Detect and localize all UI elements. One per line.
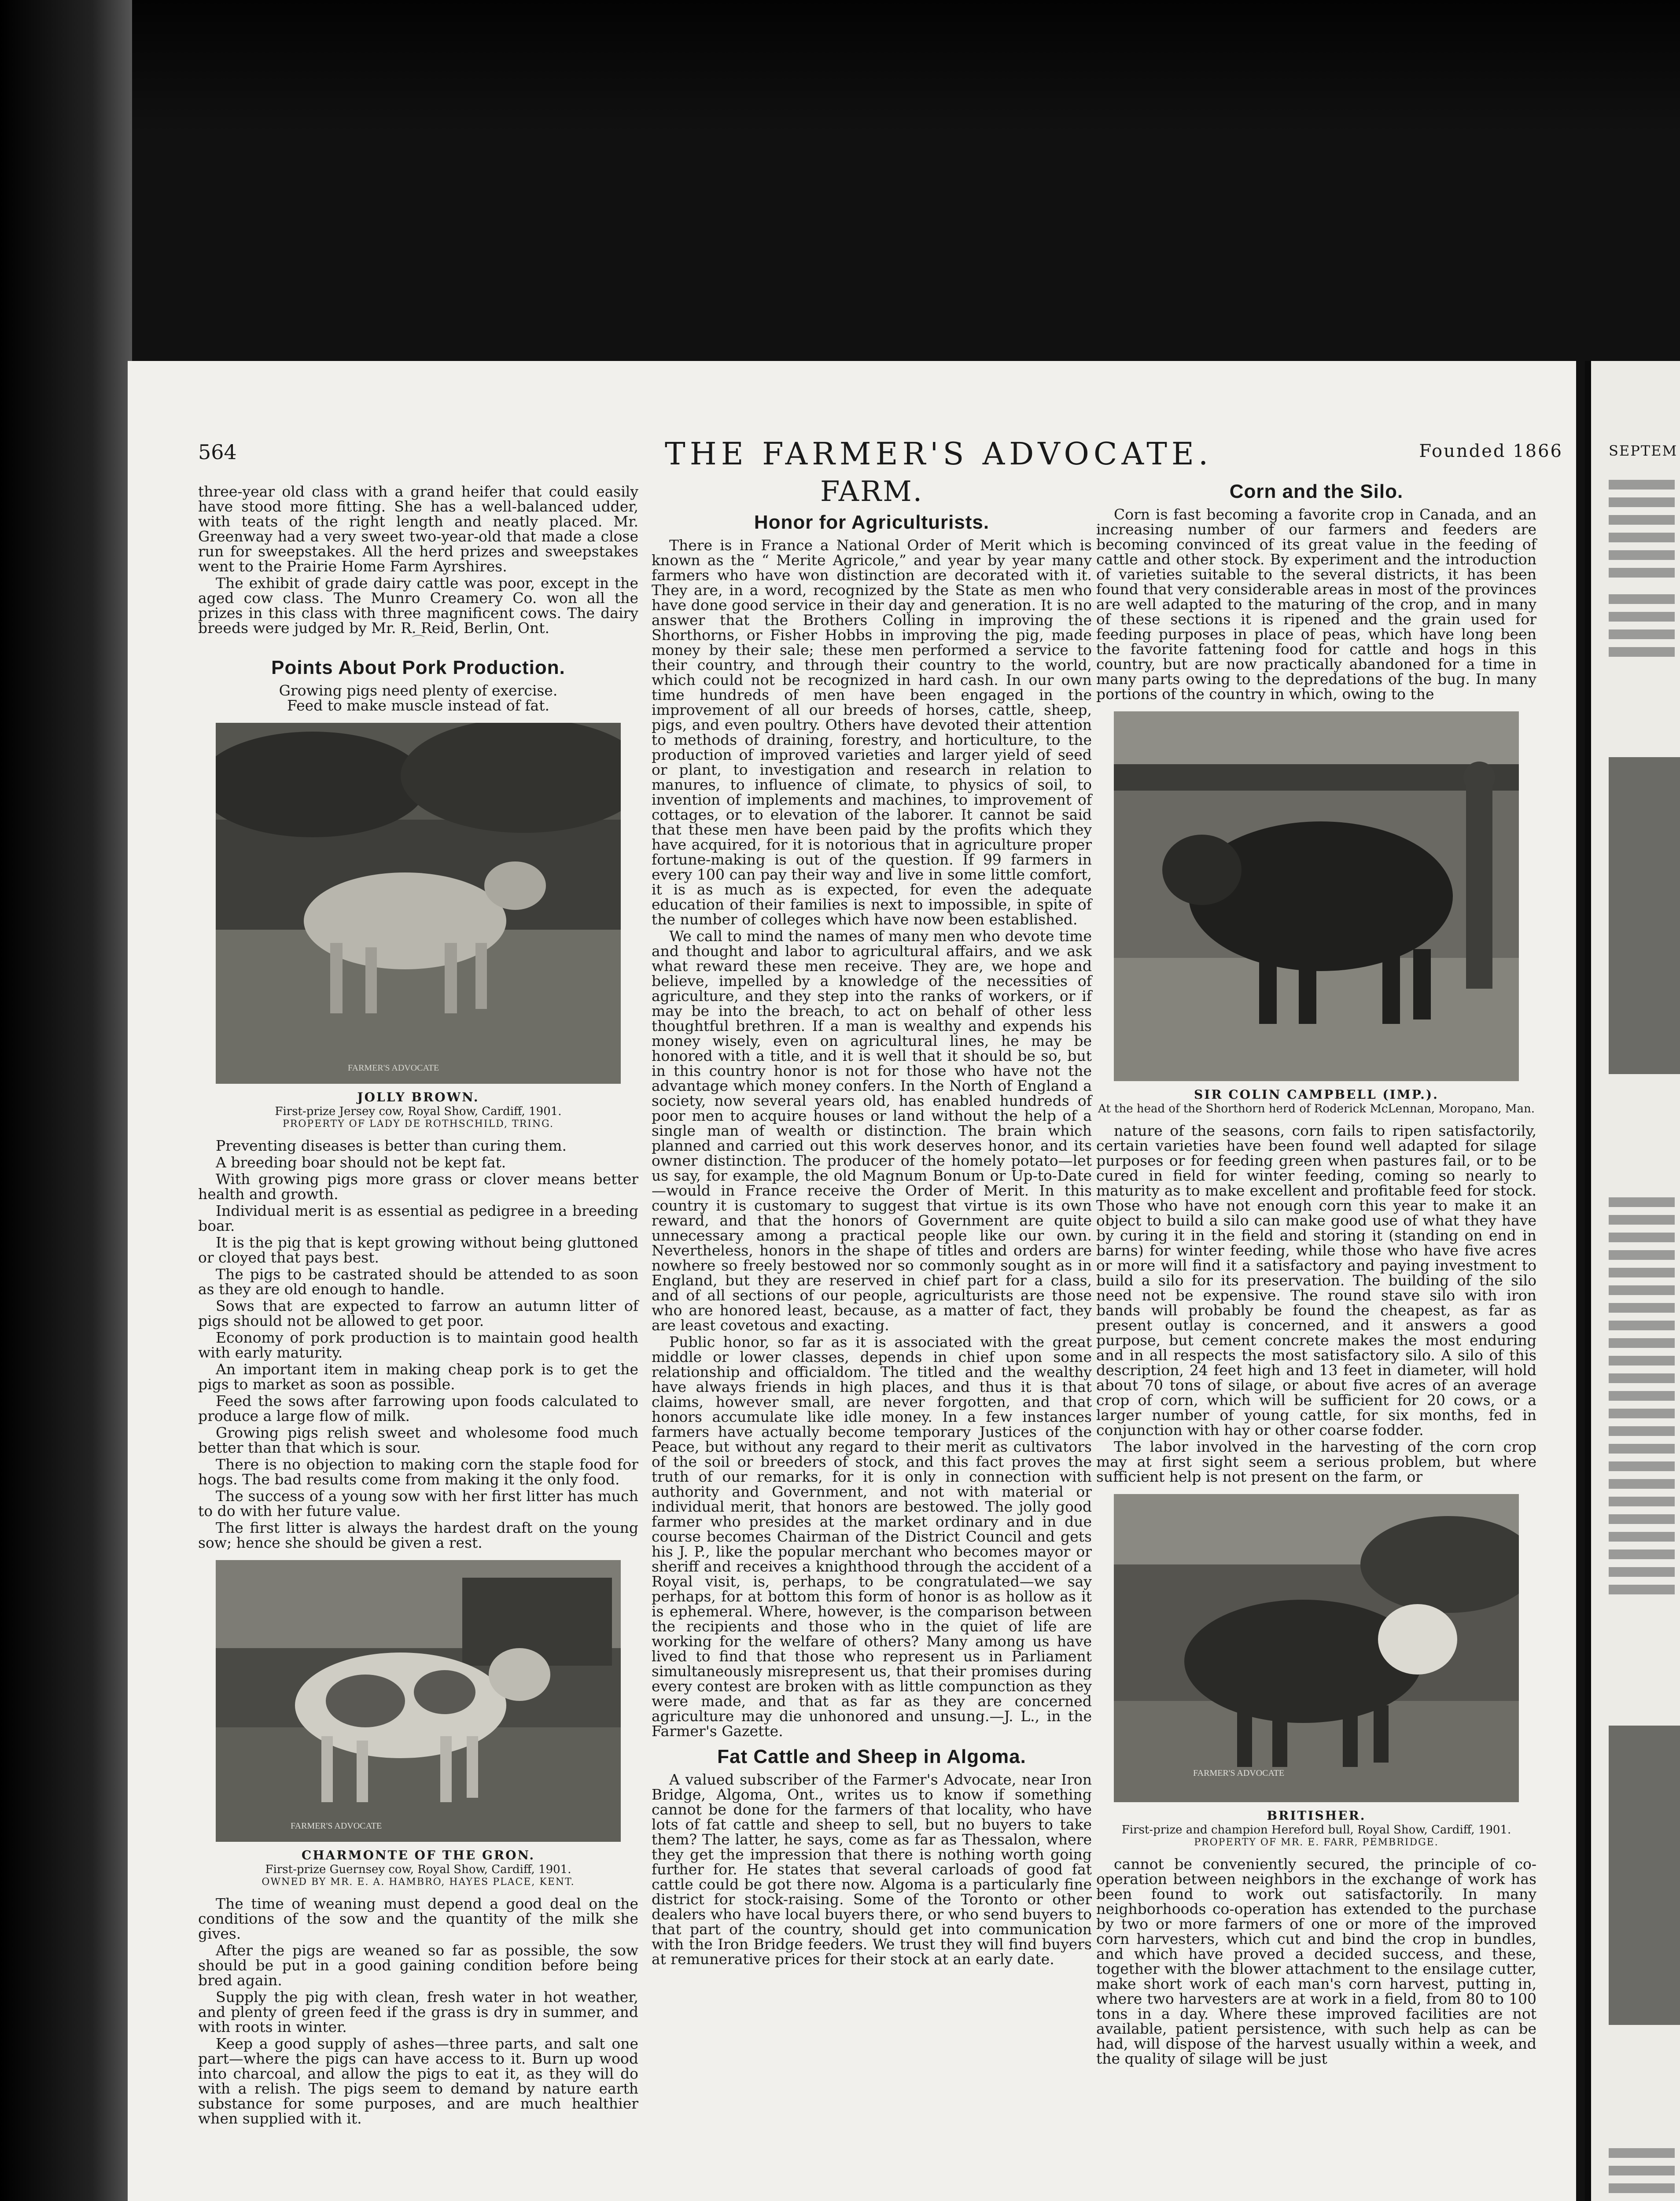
- photo-watermark: FARMER'S ADVOCATE: [348, 1063, 439, 1073]
- page-header: [198, 436, 1563, 471]
- photo-watermark: FARMER'S ADVOCATE: [291, 1821, 382, 1831]
- figure-caption-title: JOLLY BROWN.: [357, 1090, 479, 1104]
- column-3: [1096, 481, 1536, 2068]
- figure-caption-title: SIR COLIN CAMPBELL (IMP.).: [1194, 1087, 1439, 1102]
- paragraph: There is in France a National Order of Merit which is known as the “ Merite Agricole,” and year by year many farmers who have won distinction are decorated with it. They are, in a word, recognized by the State as men who have done good service in their day and generation. It is no answer that the Brothers Colling in improving the Shorthorns, or Fisher Hobbs in improving the pig, made money by their sale; these men performed a service to their country, and through their country to the world, which could not be recognized in hard cash. In our own time hundreds of men have been engaged in the improvement of all our breeds of horses, cattle, sheep, pigs, and even poultry. Others have devoted their attention to methods of draining, forestry, and horticulture, to the production of improved varieties and larger yield of seed or plant, to investigation and research in relation to manures, to influence of climate, to physics of soil, to invention of implements and machines, to improvement of cottages, or to elevation of the laborer. It cannot be said that these men have been paid by the profits which they have acquired, for it is notorious that in agriculture proper fortune-making is out of the question. If 99 farmers in every 100 can pay their way and live in some little comfort, it is as much as is expected, for even the adequate education of their families is next to impossible, in spite of the number of colleges which have now been established.: [652, 537, 1092, 928]
- subtitle-line: Feed to make muscle instead of fat.: [287, 697, 549, 714]
- paragraph: Economy of pork production is to maintain good health with early maturity.: [198, 1329, 638, 1361]
- figure-owner: PROPERTY OF MR. E. FARR, PEMBRIDGE.: [1194, 1837, 1439, 1848]
- photo-hereford-bull: [1114, 1494, 1519, 1802]
- page-number: 564: [198, 440, 237, 464]
- paragraph: Individual merit is as essential as pedigree in a breeding boar.: [198, 1202, 638, 1234]
- photo-jersey-cow: [216, 723, 621, 1084]
- scan-top-border: [0, 0, 1680, 132]
- paragraph: Growing pigs relish sweet and wholesome food much better than that which is sour.: [198, 1424, 638, 1456]
- figure-caption: First-prize Guernsey cow, Royal Show, Cardiff, 1901.: [265, 1863, 571, 1876]
- paragraph: The first litter is always the hardest draft on the young sow; hence she should be given a rest.: [198, 1519, 638, 1551]
- photo-guernsey-cow: [216, 1560, 621, 1842]
- next-page-header: SEPTEM: [1609, 442, 1678, 459]
- figure-caption: First-prize and champion Hereford bull, Royal Show, Cardiff, 1901.: [1121, 1823, 1511, 1837]
- paragraph: The time of weaning must depend a good deal on the conditions of the sow and the quantity of the milk she gives.: [198, 1895, 638, 1942]
- figure-caption-title: BRITISHER.: [1267, 1808, 1366, 1823]
- next-page-fragment: [1585, 361, 1680, 2201]
- paragraph: We call to mind the names of many men who devote time and thought and labor to agricultural affairs, and we ask what reward these men receive. They are, we hope and believe, impelled by a knowledge of the necessities of agriculture, and they step into the ranks of workers, or if may be into the breach, to act on behalf of other less thoughtful brethren. If a man is wealthy and expends his money wisely, even on agricultural lines, he may be honored with a title, and it is well that it should be so, but in this country honor is not for those who have not the advantage which money confers. In the North of England a society, now several years old, has enabled hundreds of poor men to acquire houses or land without the help of a single man of wealth or distinction. The brain which planned and carried out this work deserves honor, and its owner distinction. The producer of the homely potato—let us say, for example, the old Magnum Bonum or Up-to-Date—would in France receive the Order of Merit. In this country it is customary to suggest that virtue is its own reward, and that the honors of Government are quite unnecessary among a practical people like our own. Nevertheless, honors in the shape of titles and orders are nowhere so freely bestowed nor so commonly sought as in England, but they are reserved in chief part for a class, and of all sections of our people, agriculturists are those who are honored least, because, as a matter of fact, they are least covetous and exacting.: [652, 928, 1092, 1334]
- paragraph: Feed the sows after farrowing upon foods calculated to produce a large flow of milk.: [198, 1392, 638, 1424]
- founded-date: Founded 1866: [1419, 441, 1563, 461]
- paragraph: Corn is fast becoming a favorite crop in Canada, and an increasing number of our farmers and feeders are becoming convinced of its great value in the feeding of cattle and other stock. By experiment and the introduction of varieties suitable to the several districts, it has been found that very considerable areas in most of the provinces are well adapted to the maturing of the crop, and in many of these sections it is ripened and the grain used for feeding purposes in place of peas, which have long been the favorite fattening food for cattle and hogs in this country, but are now practically abandoned for a time in many parts owing to the depredations of the bug. In many portions of the country in which, owing to the: [1096, 506, 1536, 703]
- article-title-corn: Corn and the Silo.: [1229, 481, 1404, 502]
- paragraph: A valued subscriber of the Farmer's Advocate, near Iron Bridge, Algoma, Ont., writes us to know if something cannot be done for the farmers of that locality, who have lots of fat cattle and sheep to sell, but no buyers to take them? The latter, he says, come as far as Thessalon, where they get the impression that there is nothing worth going further for. He states that several carloads of good fat cattle could be got there now. Algoma is a particularly fine district for stock-raising. Some of the Toronto or other dealers who have local buyers there, or who send buyers to that part of the country, should get into communication with the Iron Bridge feeders. We trust they will find buyers at remunerative prices for their stock at an early date.: [652, 1771, 1092, 1968]
- next-page-photo: [1609, 757, 1680, 1074]
- newspaper-page: [128, 361, 1576, 2201]
- figure-charmonte: [198, 1560, 638, 1888]
- paragraph: The success of a young sow with her first litter has much to do with her future value.: [198, 1487, 638, 1520]
- article-title-pork: Points About Pork Production.: [271, 657, 565, 678]
- journal-title: THE FARMER'S ADVOCATE.: [665, 436, 1213, 472]
- paragraph: There is no objection to making corn the staple food for hogs. The bad results come from making it the only food.: [198, 1456, 638, 1488]
- article-title-honor: Honor for Agriculturists.: [754, 512, 990, 533]
- figure-sir-colin-campbell: [1096, 711, 1536, 1115]
- figure-caption-title: CHARMONTE OF THE GRON.: [301, 1848, 535, 1862]
- column-1: [198, 484, 638, 2128]
- paragraph: Sows that are expected to farrow an autumn litter of pigs should not be allowed to get poor.: [198, 1297, 638, 1329]
- paragraph: Public honor, so far as it is associated with the great middle or lower classes, depends in chief upon some relationship and officialdom. The titled and the wealthy have always friends in high places, and thus it is that claims, however small, are never forgotten, and that honors accumulate like idle money. In a few instances farmers have actually become temporary Justices of the Peace, but without any regard to their merit as cultivators of the soil or breeders of stock, and this fact proves the truth of our remarks, for it is only in connection with authority and Government, and not with material or individual merit, that honors are bestowed. The jolly good farmer who presides at the market ordinary and in due course becomes Chairman of the District Council and gets his J. P., like the popular merchant who becomes mayor or sheriff and receives a knighthood through the accident of a Royal visit, is, perhaps, to be congratulated—we say perhaps, for at bottom this form of honor is as hollow as it is ephemeral. Where, however, is the comparison between the recipients and those who in the quiet of life are working for the welfare of others? Many among us have lived to find that those who represent us in Parliament simultaneously misrepresent us, that their promises during every contest are broken with as little compunction as they were made, and that as far as they are concerned agriculture may die unhonored and unsung.—J. L., in the Farmer's Gazette.: [652, 1333, 1092, 1740]
- paragraph: three-year old class with a grand heifer that could easily have stood more fitting. She has a well-balanced udder, with teats of the right length and neatly placed. Mr. Greenway had a very sweet two-year-old that made a close run for sweepstakes. All the herd prizes and sweepstakes went to the Prairie Home Farm Ayrshires.: [198, 483, 638, 575]
- paragraph: Preventing diseases is better than curing them.: [216, 1137, 567, 1154]
- paragraph: Supply the pig with clean, fresh water in hot weather, and plenty of green feed if the grass is dry in summer, and with roots in winter.: [198, 1988, 638, 2035]
- figure-caption: First-prize Jersey cow, Royal Show, Cardiff, 1901.: [275, 1105, 562, 1118]
- subtitle-line: Growing pigs need plenty of exercise.: [279, 682, 558, 699]
- figure-caption: At the head of the Shorthorn herd of Roderick McLennan, Moropano, Man.: [1098, 1102, 1535, 1115]
- next-page-photo: [1609, 1726, 1680, 2025]
- paragraph: cannot be conveniently secured, the principle of co-operation between neighbors in the exchange of work has been found to work out satisfactorily. In many neighborhoods co-operation has extended to the purchase by two or more farmers of one or more of the improved corn harvesters, which cut and bind the crop in bundles, and which have proved a decided success, and these, together with the blower attachment to the ensilage cutter, make short work of each man's corn harvest, putting in, where two harvesters are at work in a field, from 80 to 100 tons in a day. Where these improved facilities are not available, patient persistence, with such help as can be had, will dispose of the harvest usually within a week, and the quality of silage will be just: [1096, 1855, 1536, 2067]
- paragraph: The pigs to be castrated should be attended to as soon as they are old enough to handle.: [198, 1266, 638, 1298]
- section-title-farm: FARM.: [820, 475, 924, 508]
- article-subtitle: [198, 683, 638, 713]
- figure-owner: PROPERTY OF LADY DE ROTHSCHILD, TRING.: [283, 1119, 554, 1130]
- figure-jolly-brown: [198, 723, 638, 1130]
- paragraph: Keep a good supply of ashes—three parts, and salt one part—where the pigs can have access to it. Burn up wood into charcoal, and allow the pigs to eat it, as they will do with a relish. The pigs seem to demand by nature earth substance for some purposes, and are much healthier when supplied with it.: [198, 2035, 638, 2127]
- photo-watermark: FARMER'S ADVOCATE: [1193, 1768, 1285, 1778]
- end-mark: ⌒: [412, 634, 425, 650]
- paragraph: It is the pig that is kept growing without being gluttoned or cloyed that pays best.: [198, 1234, 638, 1266]
- figure-britisher: [1096, 1494, 1536, 1849]
- paragraph: A breeding boar should not be kept fat.: [216, 1154, 506, 1171]
- paragraph: An important item in making cheap pork is to get the pigs to market as soon as possible.: [198, 1361, 638, 1393]
- scan-left-border: [0, 0, 132, 2201]
- paragraph: The exhibit of grade dairy cattle was poor, except in the aged cow class. The Munro Creamery Co. won all the prizes in this class with three magnificent cows. The dairy breeds were judged by Mr. R. Reid, Berlin, Ont.: [198, 574, 638, 637]
- paragraph: nature of the seasons, corn fails to ripen satisfactorily, certain varieties have been found well adapted for silage purposes or for feeding green when pastures fail, or to be cured in field for winter feeding, coming so nearly to maturity as to make excellent and profitable feed for stock. Those who have not enough corn this year to make it an object to build a silo can make good use of what they have by curing it in the field and storing it (standing on end in barns) for winter feeding, while those who have five acres or more will find it a satisfactory and paying investment to build a silo for its preservation. The building of the silo need not be expensive. The round stave silo with iron bands will probably be found the cheapest, as far as present outlay is concerned, and it answers a good purpose, but cement concrete makes the most enduring and in all respects the most satisfactory silo. A silo of this description, 24 feet high and 13 feet in diameter, will hold about 70 tons of silage, or about five acres of an average crop of corn, which will be sufficient for 20 cows, or a larger number of young cattle, for six months, fed in conjunction with hay or other coarse fodder.: [1096, 1122, 1536, 1439]
- paragraph: The labor involved in the harvesting of the corn crop may at first sight seem a serious problem, but where sufficient help is not present on the farm, or: [1096, 1438, 1536, 1485]
- column-2: [652, 475, 1092, 1969]
- article-title-fat-cattle: Fat Cattle and Sheep in Algoma.: [717, 1746, 1026, 1767]
- figure-owner: OWNED BY MR. E. A. HAMBRO, HAYES PLACE, KENT.: [262, 1877, 575, 1888]
- paragraph: With growing pigs more grass or clover means better health and growth.: [198, 1170, 638, 1203]
- paragraph: After the pigs are weaned so far as possible, the sow should be put in a good gaining condition before being bred again.: [198, 1942, 638, 1989]
- photo-shorthorn-bull: [1114, 711, 1519, 1081]
